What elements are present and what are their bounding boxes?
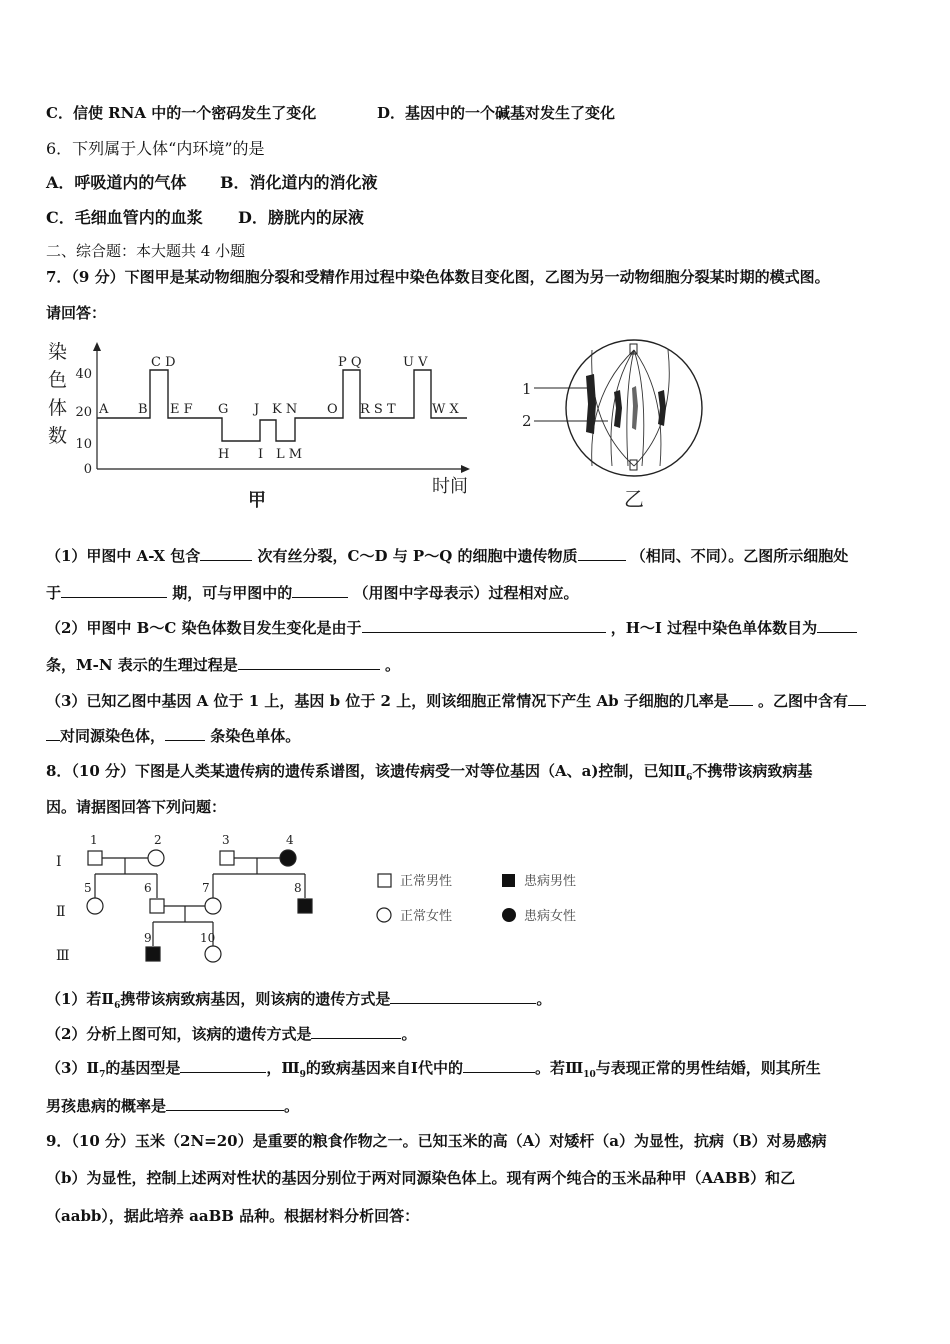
- q8-part2: （2）分析上图可知，该病的遗传方式是 。: [46, 1025, 417, 1043]
- individual-3: [220, 851, 234, 865]
- label-pq: P Q: [338, 355, 362, 370]
- q6-stem: 6．下列属于人体“内环境”的是: [46, 139, 265, 158]
- pointer-label-1: 1: [522, 380, 532, 398]
- legend-affected-male: 患病男性: [524, 874, 577, 889]
- q7-part2-line2: 条，M-N 表示的生理过程是 。: [46, 656, 401, 674]
- spindle: [592, 350, 670, 466]
- id-1: 1: [90, 833, 98, 847]
- individual-4: [280, 850, 296, 866]
- q9-line3: （aabb），据此培养 aaBB 品种。根据材料分析回答：: [46, 1207, 420, 1225]
- q7-part1-line2: 于 期，可与甲图中的 （用图中字母表示）过程相对应。: [46, 584, 579, 602]
- pedigree-chart: [40, 830, 620, 970]
- xlabel: 时间: [432, 476, 468, 497]
- q8-part3-line2: 男孩患病的概率是 。: [46, 1097, 300, 1115]
- individual-5: [87, 898, 103, 914]
- ytick-40: 40: [75, 367, 92, 382]
- individual-2: [148, 850, 164, 866]
- chromosome-graph: [40, 336, 490, 516]
- label-g: G: [218, 402, 229, 417]
- label-i: I: [258, 447, 264, 462]
- q6-option-a: A．呼吸道内的气体: [46, 173, 187, 192]
- q8-stem-2: 因。请据图回答下列问题：: [46, 798, 227, 816]
- id-4: 4: [286, 833, 294, 847]
- q7-part3-line1: （3）已知乙图中基因 A 位于 1 上，基因 b 位于 2 上，则该细胞正常情况下产生 Ab 子细胞的几率是 。乙图中含有: [46, 690, 866, 711]
- individual-8: [298, 899, 312, 913]
- label-wx: W X: [432, 402, 459, 417]
- q7-part1-line1: （1）甲图中 A-X 包含 次有丝分裂，C～D 与 P～Q 的细胞中遗传物质 （相同、不同）。乙图所示细胞处: [46, 547, 849, 565]
- label-uv: U V: [403, 355, 428, 370]
- id-10: 10: [200, 931, 216, 945]
- generation-3: Ⅲ: [56, 948, 70, 964]
- individual-1: [88, 851, 102, 865]
- individual-9: [146, 947, 160, 961]
- label-b: B: [138, 402, 148, 417]
- id-5: 5: [84, 881, 92, 895]
- section-heading: 二、综合题：本大题共 4 小题: [46, 242, 246, 260]
- pedigree-legend: [377, 873, 576, 924]
- ylabel-char-2: 色: [48, 369, 68, 391]
- q5-option-d: D．基因中的一个碱基对发生了变化: [377, 104, 616, 122]
- label-rst: R S T: [360, 402, 396, 417]
- id-8: 8: [294, 881, 302, 895]
- ylabel-char-3: 体: [48, 397, 68, 419]
- label-o: O: [327, 402, 338, 417]
- chromosomes: [586, 374, 666, 434]
- individual-6: [150, 899, 164, 913]
- label-cd: C D: [151, 355, 176, 370]
- id-6: 6: [144, 881, 152, 895]
- q7-stem: 7．（9 分）下图甲是某动物细胞分裂和受精作用过程中染色体数目变化图，乙图为另一动物细胞分裂某时期的模式图。: [46, 268, 830, 286]
- q6-option-d: D．膀胱内的尿液: [238, 208, 364, 227]
- q8-stem: 8．（10 分）下图是人类某遗传病的遗传系谱图，该遗传病受一对等位基因（A、a)控制，已知$Ⅱ_6$不携带该病致病基: [46, 762, 813, 783]
- generation-1: Ⅰ: [56, 854, 62, 870]
- q7-stem-2: 请回答：: [46, 304, 107, 322]
- q7-part2-line1: （2）甲图中 B～C 染色体数目发生变化是由于 ，H～I 过程中染色单体数目为: [46, 617, 857, 638]
- q5-option-c: C．信使 RNA 中的一个密码发生了变化: [46, 104, 317, 122]
- id-7: 7: [202, 881, 210, 895]
- label-a: A: [99, 402, 109, 417]
- legend-normal-female: 正常女性: [400, 909, 453, 924]
- label-j: J: [254, 402, 260, 417]
- individual-7: [205, 898, 221, 914]
- cell-diagram: [516, 334, 706, 514]
- pointer-label-2: 2: [522, 412, 532, 430]
- q9-line2: （b）为显性，控制上述两对性状的基因分别位于两对同源染色体上。现有两个纯合的玉米品种甲（AABB）和乙: [46, 1169, 796, 1187]
- q8-part3-line1: $(3)Ⅱ_7$的基因型是 ，$Ⅲ_9$的致病基因来自Ⅰ代中的 。若$Ⅲ_{10}$与表现正常的男性结婚，则其所生: [46, 1059, 821, 1080]
- legend-affected-female: 患病女性: [524, 909, 577, 924]
- label-h: H: [218, 447, 230, 462]
- legend-normal-male: 正常男性: [400, 874, 453, 889]
- q7-part3-line2: 对同源染色体， 条染色单体。: [46, 725, 300, 746]
- ylabel-char-4: 数: [48, 425, 68, 447]
- q8-part1: （1）若$Ⅱ_6$携带该病致病基因，则该病的遗传方式是 。: [46, 990, 552, 1011]
- q9-line1: 9．（10 分）玉米（2N=20）是重要的粮食作物之一。已知玉米的高（A）对矮杆（a）为显性，抗病（B）对易感病: [46, 1132, 827, 1150]
- label-kn: K N: [272, 402, 298, 417]
- id-2: 2: [154, 833, 162, 847]
- ylabel-char-1: 染: [48, 341, 68, 363]
- graph-caption: 甲: [248, 490, 266, 511]
- ytick-0: 0: [83, 462, 92, 477]
- id-9: 9: [144, 931, 152, 945]
- q6-option-c: C．毛细血管内的血浆: [46, 208, 203, 227]
- id-3: 3: [222, 833, 230, 847]
- individual-10: [205, 946, 221, 962]
- cell-caption: 乙: [624, 487, 644, 511]
- q6-option-b: B．消化道内的消化液: [220, 173, 378, 192]
- ytick-20: 20: [75, 405, 92, 420]
- ytick-10: 10: [75, 437, 92, 452]
- label-ef: E F: [170, 402, 193, 417]
- label-lm: L M: [276, 447, 303, 462]
- generation-2: Ⅱ: [56, 904, 66, 920]
